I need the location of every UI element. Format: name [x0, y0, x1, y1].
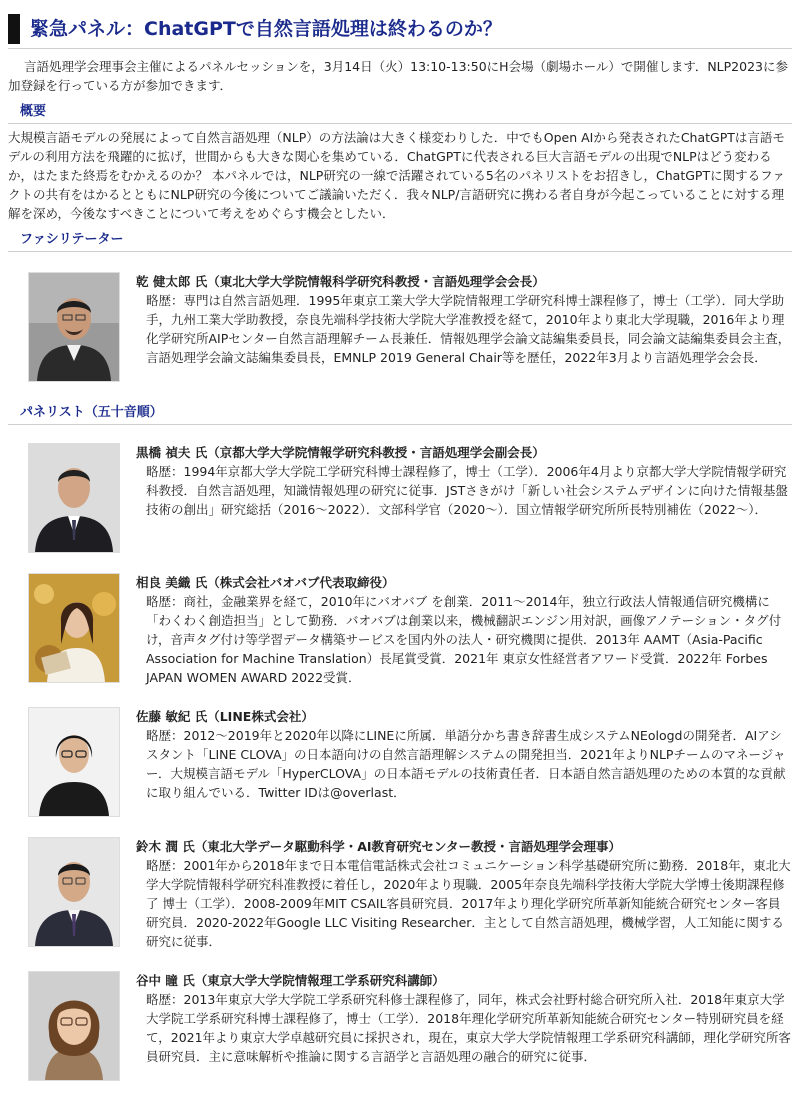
panelist-entry — [8, 837, 792, 951]
portrait-icon — [29, 444, 119, 552]
panelist-entry — [8, 707, 792, 817]
panelist-photo — [28, 837, 120, 947]
page-title: 緊急パネル：ChatGPTで自然言語処理は終わるのか？ — [30, 18, 502, 40]
panelist-entry — [8, 443, 792, 553]
person-bio: 略歴：商社，金融業界を経て，2010年にバオバブ を創業．2011〜2014年，独立行政法人情報通信研究機構に「わくわく創造担当」として勤務．バオバブは創業以来，機械翻訳エンジン用対訳，画像アノテーション・タグ付け，音声タグ付け等学習データ構築サービスを国内外の法人・研究機関に提供．2013年 AAMT（Asia-Pacific Association for Machine Translation）長尾賞受賞．2021年 東京女性経営者アワード受賞．2022年 Forbes JAPAN WOMEN AWARD 2022受賞． — [146, 594, 782, 685]
panelist-photo — [28, 971, 120, 1081]
person-bio: 略歴：2001年から2018年まで日本電信電話株式会社コミュニケーション科学基礎研究所に勤務．2018年，東北大学大学院情報科学研究科准教授に着任し，2020年より現職．2005年奈良先端科学技術大学院大学博士後期課程修了 博士（工学）．2008-2009年MIT CSAIL客員研究員．2017年より理化学研究所革新知能統合研究センター客員研究員．2020-2022年Google LLC Visiting Researcher．主として自然言語処理，機械学習，人工知能に関する研究に従事． — [146, 858, 791, 949]
panelist-info — [136, 443, 792, 553]
person-name: 黒橋 禎夫 氏（京都大学大学院情報学研究科教授・言語処理学会副会長） — [136, 445, 545, 460]
panelists-heading: パネリスト（五十音順） — [8, 404, 792, 425]
panelist-entry — [8, 971, 792, 1081]
facilitator-info — [136, 272, 792, 382]
portrait-icon — [29, 273, 119, 381]
panelist-info — [136, 837, 792, 951]
portrait-icon — [29, 708, 119, 816]
intro-text: 言語処理学会理事会主催によるパネルセッションを，3月14日（火）13:10-13:50にH会場（劇場ホール）で開催します．NLP2023に参加登録を行っている方が参加できます． — [8, 59, 788, 93]
page — [0, 14, 800, 1095]
person-bio: 略歴：2012〜2019年と2020年以降にLINEに所属．単語分かち書き辞書生成システムNEologdの開発者．AIアシスタント「LINE CLOVA」の日本語向けの自然言語理解システムの開発担当．2021年よりNLPチームのマネージャー．大規模言語モデル「HyperCLOVA」の日本語モデルの技術責任者．日本語自然言語処理のための本質的な貢献に取り組んでいる．Twitter IDは@overlast． — [146, 728, 786, 800]
person-name: 乾 健太郎 氏（東北大学大学院情報科学研究科教授・言語処理学会会長） — [136, 274, 545, 289]
portrait-icon — [29, 972, 119, 1080]
person-name: 鈴木 潤 氏（東北大学データ駆動科学・AI教育研究センター教授・言語処理学会理事） — [136, 839, 622, 854]
panelist-photo — [28, 573, 120, 683]
overview-text: 大規模言語モデルの発展によって自然言語処理（NLP）の方法論は大きく様変わりした．中でもOpen AIから発表されたChatGPTは言語モデルの利用方法を飛躍的に拡げ，世間からも大きな関心を集めている．ChatGPTに代表される巨大言語モデルの出現でNLPはどう変わるか，はたまた終焉をむかえるのか？ 本パネルでは，NLP研究の一線で活躍されている5名のパネリストをお招きし，ChatGPTに関するファクトの共有をはかるとともにNLP研究の今後についてご議論いただく．我々NLP/言語研究に携わる者自身が今起こっていることに対する理解を深め，今後なすべきことについて考えをめぐらす機会としたい． — [8, 130, 785, 221]
person-bio: 略歴：2013年東京大学大学院工学系研究科修士課程修了，同年，株式会社野村総合研究所入社．2018年東京大学大学院工学系研究科博士課程修了，博士（工学）．2018年理化学研究所革新知能統合研究センター特別研究員を経て，2021年より東京大学卓越研究員に採択され，現在，東京大学大学院情報理工学系研究科講師，理化学研究所客員研究員．主に意味解析や推論に関する言語学と言語処理の融合的研究に従事． — [146, 992, 791, 1064]
panelist-info — [136, 971, 792, 1081]
panelist-info — [136, 573, 792, 687]
overview-heading: 概要 — [8, 103, 792, 124]
facilitator-heading: ファシリテーター — [8, 231, 792, 252]
title-bar — [8, 14, 792, 49]
person-name: 谷中 瞳 氏（東京大学大学院情報理工学系研究科講師） — [136, 973, 445, 988]
facilitator-entry — [8, 272, 792, 382]
panelist-entry — [8, 573, 792, 687]
person-name: 相良 美織 氏（株式会社バオバブ代表取締役） — [136, 575, 395, 590]
facilitator-photo — [28, 272, 120, 382]
person-bio: 略歴：専門は自然言語処理．1995年東京工業大学大学院情報理工学研究科博士課程修了，博士（工学）．同大学助手，九州工業大学助教授，奈良先端科学技術大学院大学准教授を経て，2010年より東北大学現職，2016年より理化学研究所AIPセンター自然言語理解チーム長兼任．情報処理学会論文誌編集委員長，同会論文誌編集委員会主査，言語処理学会論文誌編集委員長，EMNLP 2019 General Chair等を歴任，2022年3月より言語処理学会会長． — [146, 293, 791, 365]
title-marker — [8, 14, 20, 44]
portrait-icon — [29, 838, 119, 946]
panelist-photo — [28, 443, 120, 553]
panelist-info — [136, 707, 792, 817]
person-name: 佐藤 敏紀 氏（LINE株式会社） — [136, 709, 314, 724]
portrait-icon — [29, 574, 119, 682]
panelist-photo — [28, 707, 120, 817]
person-bio: 略歴：1994年京都大学大学院工学研究科博士課程修了，博士（工学）．2006年4月より京都大学大学院情報学研究科教授．自然言語処理，知識情報処理の研究に従事．JSTさきがけ「新しい社会システムデザインに向けた情報基盤技術の創出」研究総括（2016〜2022）．文部科学官（2020〜）．国立情報学研究所所長特別補佐（2022〜）． — [146, 464, 788, 517]
